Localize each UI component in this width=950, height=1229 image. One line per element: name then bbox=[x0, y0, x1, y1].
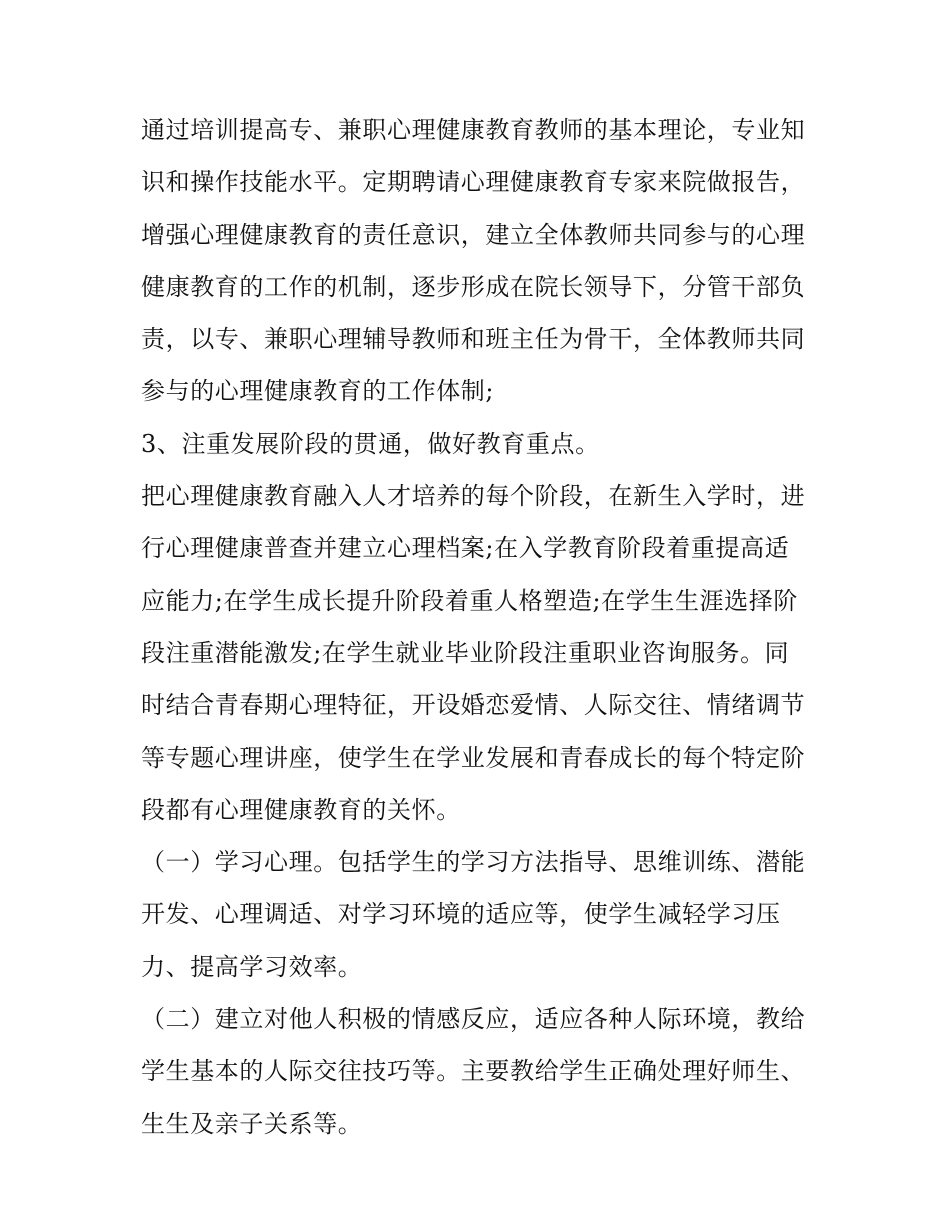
text-line: 时结合青春期心理特征，开设婚恋爱情、人际交往、情绪调节 bbox=[141, 691, 806, 720]
text-line: 应能力;在学生成长提升阶段着重人格塑造;在学生生涯选择阶 bbox=[141, 586, 798, 615]
list-item: （二）建立对他人积极的情感反应，适应各种人际环境，教给 bbox=[141, 1005, 806, 1034]
text-line: 参与的心理健康教育的工作体制; bbox=[141, 377, 495, 406]
text-line: 段注重潜能激发;在学生就业毕业阶段注重职业咨询服务。同 bbox=[141, 638, 790, 667]
text-line: 开发、心理调适、对学习环境的适应等，使学生减轻学习压 bbox=[141, 900, 781, 929]
text-line: 学生基本的人际交往技巧等。主要教给学生正确处理好师生、 bbox=[141, 1057, 806, 1086]
text-line: 等专题心理讲座，使学生在学业发展和青春成长的每个特定阶 bbox=[141, 743, 806, 772]
text-line: 识和操作技能水平。定期聘请心理健康教育专家来院做报告， bbox=[141, 168, 806, 197]
text-line: 通过培训提高专、兼职心理健康教育教师的基本理论，专业知 bbox=[141, 116, 806, 144]
text-line: 行心理健康普查并建立心理档案;在入学教育阶段着重提高适 bbox=[141, 534, 790, 563]
text-line: 健康教育的工作的机制，逐步形成在院长领导下，分管干部负 bbox=[141, 272, 806, 301]
text-line: 生生及亲子关系等。 bbox=[141, 1109, 363, 1138]
body-text bbox=[141, 108, 821, 1154]
text-line: 增强心理健康教育的责任意识，建立全体教师共同参与的心理 bbox=[141, 220, 806, 249]
text-line: 力、提高学习效率。 bbox=[141, 952, 363, 981]
text-line: 把心理健康教育融入人才培养的每个阶段，在新生入学时，进 bbox=[141, 482, 806, 511]
text-line: 责，以专、兼职心理辅导教师和班主任为骨干，全体教师共同 bbox=[141, 325, 806, 354]
section-heading: 3、注重发展阶段的贯通，做好教育重点。 bbox=[141, 429, 600, 458]
text-line: 段都有心理健康教育的关怀。 bbox=[141, 795, 461, 824]
list-item: （一）学习心理。包括学生的学习方法指导、思维训练、潜能 bbox=[141, 848, 806, 877]
